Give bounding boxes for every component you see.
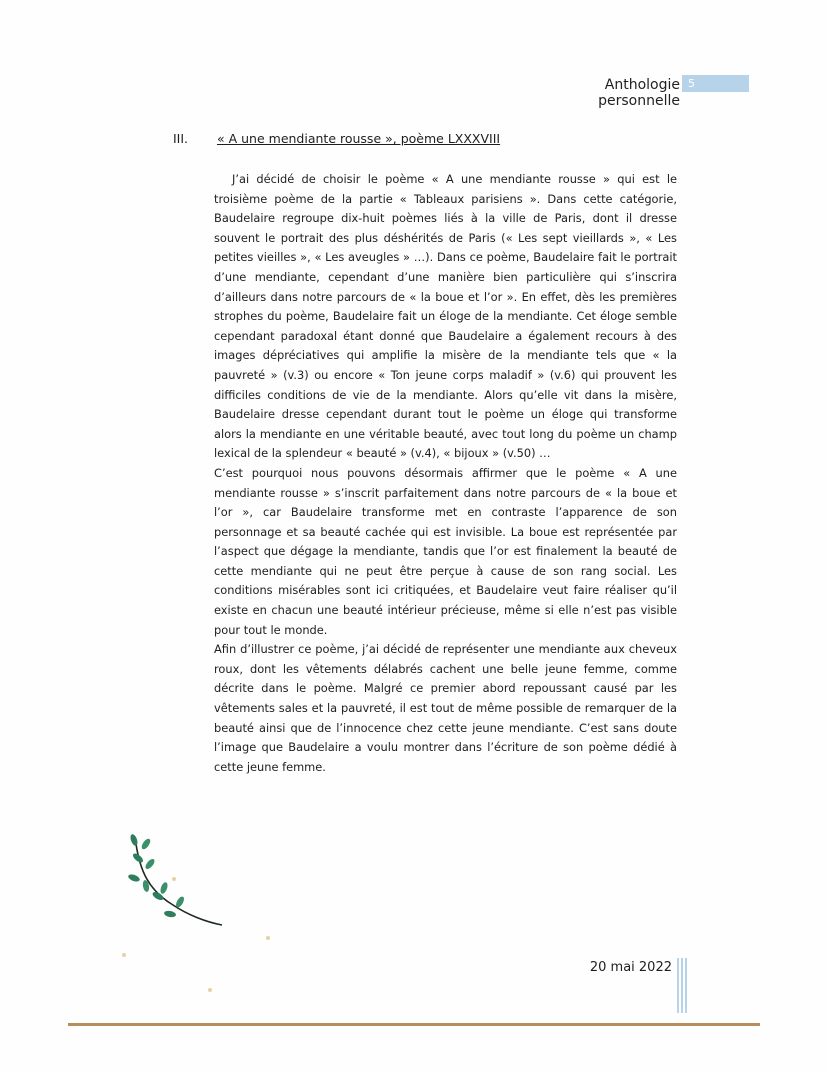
gold-dot — [122, 953, 126, 957]
paragraph-2: C’est pourquoi nous pouvons désormais affirmer que le poème « A une mendiante rousse » s’inscrit parfaitement dans notre parcours de « la boue et l’or », car Baudelaire transforme met en contraste l’apparence de son personnage et sa beauté cachée qui est invisible. La boue est représentée par l’aspect que dégage la mendiante, tandis que l’or est finalement la beauté de cette mendiante qui ne peut être perçue à cause de son rang social. Les conditions misérables sont ici critiquées, et Baudelaire veut faire réaliser qu’il existe en chacun une beauté intérieur précieuse, même si elle n’est pas visible pour tout le monde. — [214, 465, 677, 637]
section-heading — [173, 131, 500, 146]
gold-dot — [172, 877, 176, 881]
gold-dot — [266, 936, 270, 940]
gold-dot — [208, 988, 212, 992]
bottom-rule — [68, 1023, 760, 1026]
section-title: « A une mendiante rousse », poème LXXXVIII — [216, 131, 501, 146]
paragraph-3: Afin d’illustrer ce poème, j’ai décidé de représenter une mendiante aux cheveux roux, dont les vêtements délabrés cachent une belle jeune femme, comme décrite dans le poème. Malgré ce premier abord repoussant causé par les vêtements sales et la pauvreté, il est tout de même possible de remarquer de la beauté ainsi que de l’innocence chez cette jeune mendiante. C’est sans doute l’image que Baudelaire a voulu montrer dans l’écriture de son poème dédié à cette jeune femme. — [214, 642, 677, 774]
footer-bars-decoration — [677, 958, 687, 1013]
section-number: III. — [173, 131, 189, 146]
page-number-badge: 5 — [682, 75, 749, 92]
header-title: Anthologie personnelle — [598, 77, 680, 109]
paragraph-1: J’ai décidé de choisir le poème « A une mendiante rousse » qui est le troisième poème de la partie « Tableaux parisiens ». Dans cette catégorie, Baudelaire regroupe dix-huit poèmes liés à la ville de Paris, dont il dresse souvent le portrait des plus déshérités de Paris (« Les sept vieillards », « Les petites vieilles », « Les aveugles » …). Dans ce poème, Baudelaire fait le portrait d’une mendiante, cependant d’une manière bien particulière qui s’inscrira d’ailleurs dans notre parcours de « la boue et l’or ». En effet, dès les premières strophes du poème, Baudelaire fait un éloge de la mendiante. Cet éloge semble cependant paradoxal étant donné que Baudelaire a également recours à des images dépréciatives qui amplifie la misère de la mendiante tels que « la pauvreté » (v.3) ou encore « Ton jeune corps maladif » (v.6) qui prouvent les difficiles conditions de vie de la mendiante. Alors qu’elle vit dans la misère, Baudelaire dresse cependant durant tout le poème un éloge qui transforme alors la mendiante en une véritable beauté, avec tout long du poème un champ lexical de la splendeur « beauté » (v.4), « bijoux » (v.50) … — [214, 172, 677, 461]
body-text — [214, 170, 677, 777]
footer-date: 20 mai 2022 — [589, 960, 672, 975]
